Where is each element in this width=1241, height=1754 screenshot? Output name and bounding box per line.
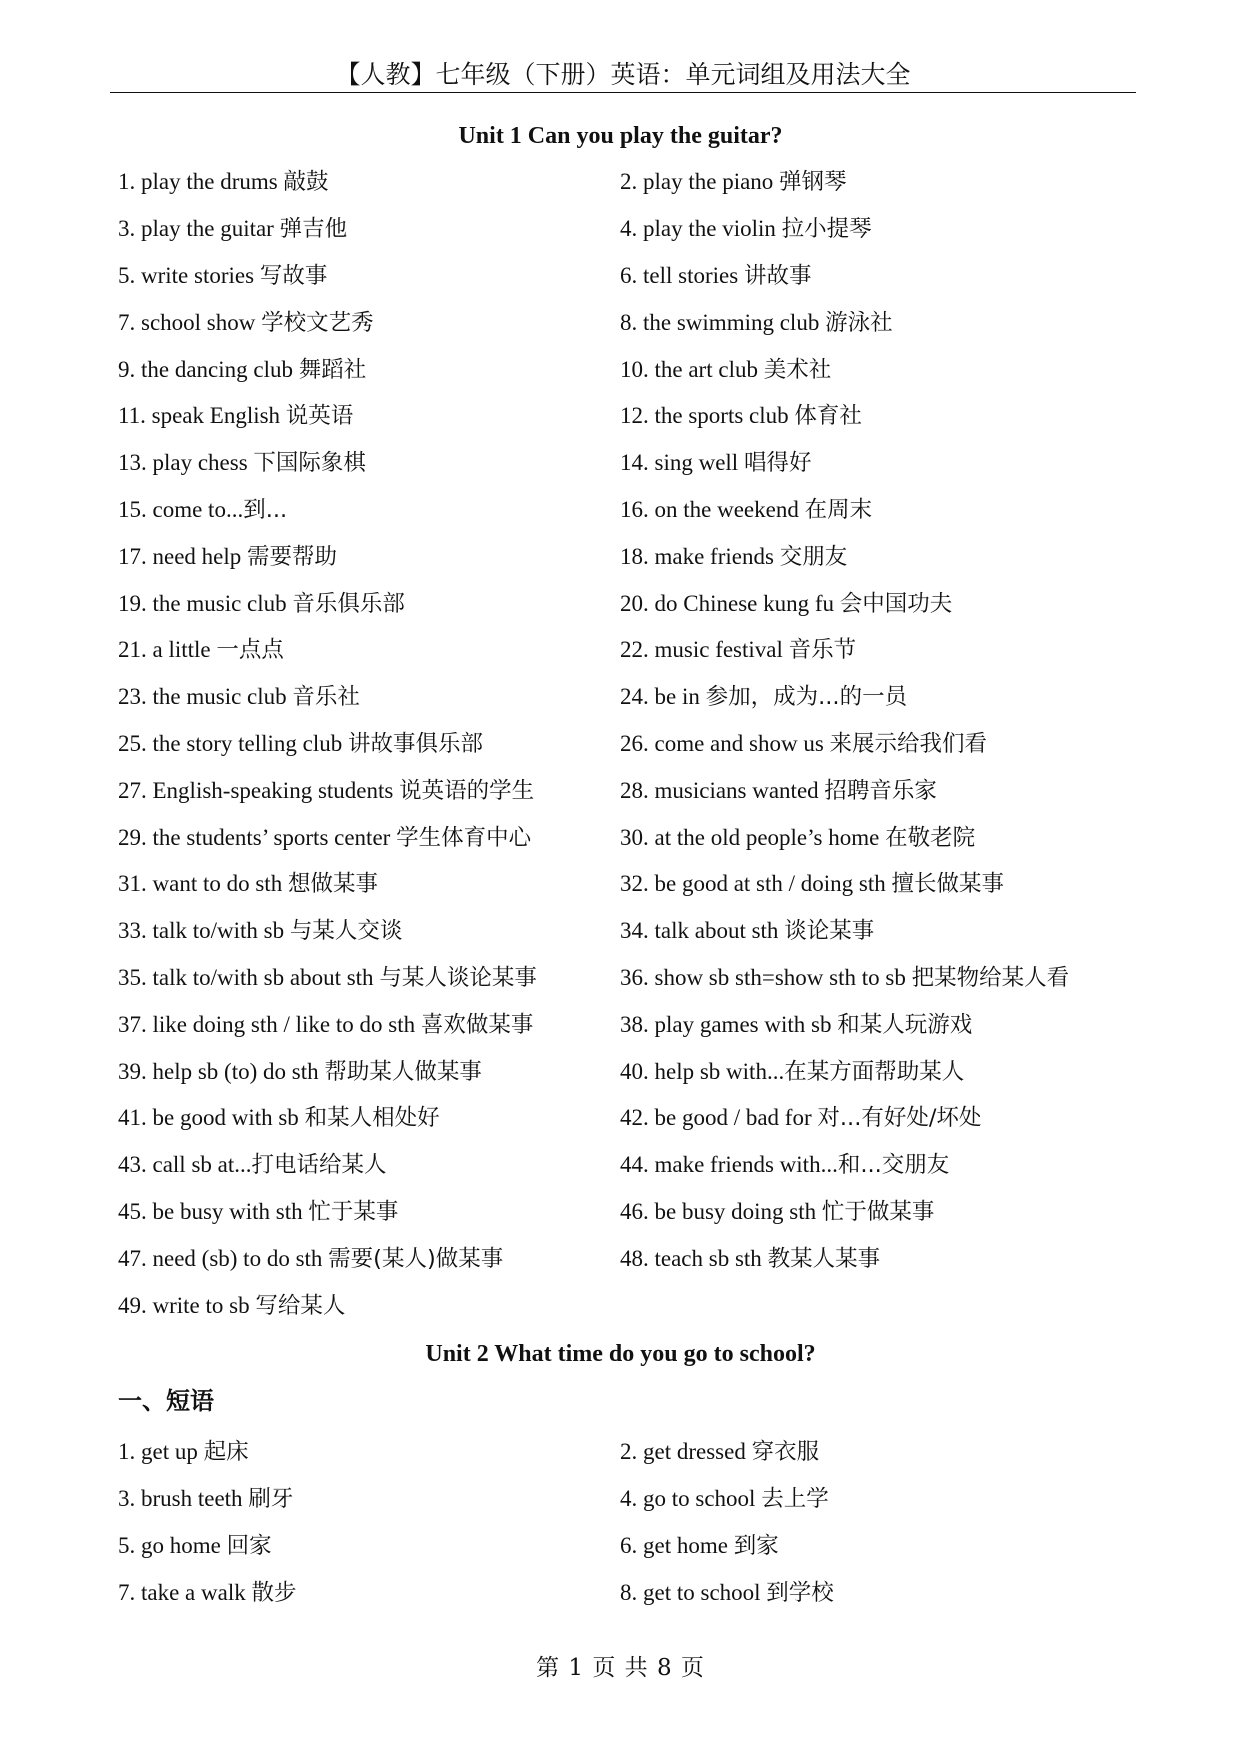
phrase-english: 18. make friends [620, 543, 780, 569]
phrase-item [118, 308, 620, 338]
phrase-english: 43. call sb at... [118, 1152, 252, 1178]
phrase-item [620, 495, 1138, 525]
phrase-item [118, 214, 620, 244]
phrase-item [118, 682, 620, 712]
phrase-chinese: 散步 [251, 1579, 297, 1606]
unit-2-title: Unit 2 What time do you go to school? [425, 1341, 816, 1367]
phrase-english: 29. the students’ sports center [118, 824, 397, 850]
phrase-english: 4. play the violin [620, 216, 782, 242]
phrase-english: 30. at the old people’s home [620, 824, 886, 850]
phrase-item [118, 1578, 620, 1608]
phrase-chinese: 来展示给我们看 [829, 730, 988, 757]
phrase-chinese: 擅长做某事 [891, 871, 1005, 898]
phrase-chinese: 穿衣服 [751, 1439, 820, 1466]
phrase-english: 3. play the guitar [118, 216, 280, 242]
phrase-chinese: 与某人谈论某事 [379, 964, 537, 991]
phrase-chinese: 和某人相处好 [304, 1105, 440, 1132]
phrase-english: 20. do Chinese kung fu [620, 590, 840, 616]
unit-1-phrase-list [118, 159, 1138, 1329]
phrase-chinese: 写给某人 [255, 1292, 346, 1319]
phrase-item [118, 167, 620, 197]
phrase-chinese: 体育社 [794, 403, 862, 430]
phrase-chinese: 忙于某事 [308, 1198, 399, 1225]
phrase-english: 7. take a walk [118, 1579, 252, 1605]
phrase-item [620, 1484, 1138, 1514]
phrase-item [118, 1531, 620, 1561]
phrase-chinese: 招聘音乐家 [824, 777, 937, 804]
phrase-chinese: 和...交朋友 [837, 1152, 950, 1179]
phrase-english: 8. get to school [620, 1579, 767, 1605]
phrase-english: 31. want to do sth [118, 871, 288, 897]
phrase-english: 32. be good at sth / doing sth [620, 871, 892, 897]
phrase-item [118, 916, 620, 946]
phrase-english: 47. need (sb) to do sth [118, 1245, 329, 1271]
phrase-item [620, 589, 1138, 619]
phrase-item [620, 1197, 1138, 1227]
phrase-item [118, 495, 620, 525]
phrase-english: 8. the swimming club [620, 309, 826, 335]
phrase-english: 25. the story telling club [118, 730, 348, 756]
phrase-item [118, 1291, 620, 1321]
phrase-english: 1. play the drums [118, 169, 284, 195]
phrase-english: 45. be busy with sth [118, 1198, 309, 1224]
phrase-chinese: 讲故事俱乐部 [347, 730, 483, 757]
phrase-chinese: 学生体育中心 [396, 824, 532, 851]
phrase-chinese: 拉小提琴 [781, 216, 872, 243]
phrase-item [620, 963, 1138, 993]
phrase-item [620, 261, 1138, 291]
phrase-item [620, 729, 1138, 759]
phrase-item [620, 167, 1138, 197]
phrase-english: 21. a little [118, 637, 217, 663]
phrase-item [118, 823, 620, 853]
phrase-item [118, 542, 620, 572]
phrase-english: 35. talk to/with sb about sth [118, 964, 380, 990]
phrase-item [620, 1057, 1138, 1087]
phrase-english: 6. tell stories [620, 262, 744, 288]
phrase-item [620, 448, 1138, 478]
phrase-english: 16. on the weekend [620, 496, 805, 522]
phrase-english: 28. musicians wanted [620, 777, 825, 803]
phrase-item [118, 1103, 620, 1133]
phrase-english: 5. write stories [118, 262, 260, 288]
phrase-chinese: 喜欢做某事 [420, 1011, 534, 1038]
phrase-item [118, 355, 620, 385]
phrase-chinese: 游泳社 [825, 309, 893, 336]
phrase-chinese: 美术社 [763, 356, 832, 383]
phrase-item [118, 261, 620, 291]
phrase-english: 49. write to sb [118, 1292, 256, 1318]
phrase-english: 15. come to... [118, 496, 244, 522]
phrase-chinese: 与某人交谈 [289, 918, 403, 945]
phrase-english: 9. the dancing club [118, 356, 299, 382]
phrase-item [118, 776, 620, 806]
phrase-english: 33. talk to/with sb [118, 918, 290, 944]
phrase-english: 13. play chess [118, 450, 254, 476]
phrase-chinese: 到学校 [766, 1579, 834, 1606]
phrase-chinese: 舞蹈社 [298, 356, 367, 383]
phrase-chinese: 在某方面帮助某人 [784, 1058, 965, 1085]
phrase-english: 22. music festival [620, 637, 789, 663]
phrase-chinese: 想做某事 [287, 871, 378, 898]
phrase-chinese: 音乐俱乐部 [292, 590, 405, 617]
page-header [110, 58, 1136, 93]
phrase-item [620, 401, 1138, 431]
phrase-english: 11. speak English [118, 403, 286, 429]
phrase-item [118, 1437, 620, 1467]
phrase-chinese: 起床 [203, 1439, 249, 1466]
phrase-english: 37. like doing sth / like to do sth [118, 1011, 421, 1037]
phrase-item [118, 589, 620, 619]
phrase-item [620, 1244, 1138, 1274]
phrase-item [620, 869, 1138, 899]
phrase-english: 48. teach sb sth [620, 1245, 768, 1271]
phrase-english: 4. go to school [620, 1486, 762, 1512]
phrase-chinese: 回家 [226, 1532, 272, 1559]
phrase-chinese: 音乐社 [292, 684, 360, 711]
phrase-english: 39. help sb (to) do sth [118, 1058, 325, 1084]
phrase-item [118, 1010, 620, 1040]
phrase-chinese: 讲故事 [743, 262, 812, 289]
phrase-english: 5. go home [118, 1532, 227, 1558]
page-number: 第 1 页 共 8 页 [536, 1655, 705, 1681]
phrase-english: 2. play the piano [620, 169, 780, 195]
phrase-chinese: 需要(某人)做某事 [328, 1245, 504, 1272]
phrase-chinese: 和某人玩游戏 [837, 1011, 973, 1038]
phrase-item [620, 542, 1138, 572]
phrase-english: 42. be good / bad for [620, 1105, 818, 1131]
phrase-item [620, 776, 1138, 806]
phrase-english: 41. be good with sb [118, 1105, 305, 1131]
phrase-english: 38. play games with sb [620, 1011, 838, 1037]
phrase-item [620, 1103, 1138, 1133]
phrase-item [118, 1244, 620, 1274]
phrase-english: 26. come and show us [620, 730, 830, 756]
phrase-chinese: 去上学 [761, 1486, 829, 1513]
phrase-item [620, 355, 1138, 385]
phrase-chinese: 到... [243, 496, 288, 523]
phrase-item [620, 682, 1138, 712]
document-title: 【人教】七年级（下册）英语：单元词组及用法大全 [335, 60, 911, 89]
phrase-english: 36. show sb sth=show sth to sb [620, 964, 912, 990]
phrase-english: 27. English-speaking students [118, 777, 400, 803]
phrase-chinese: 帮助某人做某事 [324, 1058, 482, 1085]
phrase-english: 23. the music club [118, 684, 293, 710]
phrase-item [620, 214, 1138, 244]
phrase-item [118, 869, 620, 899]
phrase-chinese: 说英语的学生 [399, 777, 535, 804]
phrase-chinese: 交朋友 [779, 543, 848, 570]
phrase-chinese: 在敬老院 [885, 824, 976, 851]
phrase-chinese: 刷牙 [248, 1486, 294, 1513]
phrase-item [620, 1010, 1138, 1040]
unit-2-phrase-list [118, 1429, 1138, 1616]
phrase-item [620, 1578, 1138, 1608]
phrase-item [620, 635, 1138, 665]
phrase-chinese: 唱得好 [743, 450, 812, 477]
phrase-item [118, 1484, 620, 1514]
phrase-english: 12. the sports club [620, 403, 795, 429]
phrase-item [118, 729, 620, 759]
phrase-item [620, 823, 1138, 853]
phrase-chinese: 教某人某事 [767, 1245, 881, 1272]
phrase-english: 7. school show [118, 309, 262, 335]
phrase-chinese: 说英语 [285, 403, 354, 430]
phrase-item [118, 1197, 620, 1227]
phrase-chinese: 需要帮助 [247, 543, 338, 570]
phrase-item [118, 401, 620, 431]
phrase-chinese: 敲鼓 [283, 169, 329, 196]
phrase-chinese: 把某物给某人看 [911, 964, 1070, 991]
phrase-english: 2. get dressed [620, 1439, 752, 1465]
phrase-chinese: 弹吉他 [279, 216, 348, 243]
phrase-chinese: 下国际象棋 [253, 450, 366, 477]
phrase-item [118, 448, 620, 478]
phrase-chinese: 一点点 [216, 637, 284, 664]
phrase-english: 6. get home [620, 1532, 734, 1558]
phrase-item [118, 635, 620, 665]
phrase-chinese: 音乐节 [788, 637, 857, 664]
phrase-chinese: 忙于做某事 [821, 1198, 935, 1225]
phrase-item [118, 963, 620, 993]
section-heading-phrases: 一、短语 [118, 1387, 214, 1415]
phrase-item [118, 1150, 620, 1180]
phrase-english: 46. be busy doing sth [620, 1198, 822, 1224]
phrase-english: 44. make friends with... [620, 1152, 838, 1178]
unit-1-title: Unit 1 Can you play the guitar? [458, 123, 783, 149]
phrase-chinese: 在周末 [804, 496, 873, 523]
phrase-item [118, 1057, 620, 1087]
phrase-chinese: 弹钢琴 [779, 169, 847, 196]
phrase-item [620, 1531, 1138, 1561]
phrase-chinese: 学校文艺秀 [261, 309, 374, 336]
phrase-english: 14. sing well [620, 450, 744, 476]
phrase-chinese: 对...有好处/坏处 [817, 1105, 982, 1132]
phrase-chinese: 参加，成为...的一员 [705, 684, 908, 711]
phrase-chinese: 打电话给某人 [251, 1152, 387, 1179]
phrase-item [620, 1150, 1138, 1180]
phrase-english: 1. get up [118, 1439, 204, 1465]
phrase-english: 24. be in [620, 684, 706, 710]
phrase-english: 40. help sb with... [620, 1058, 785, 1084]
phrase-english: 10. the art club [620, 356, 764, 382]
phrase-chinese: 到家 [733, 1532, 779, 1559]
phrase-item [620, 916, 1138, 946]
phrase-english: 3. brush teeth [118, 1486, 249, 1512]
phrase-english: 34. talk about sth [620, 918, 785, 944]
phrase-chinese: 会中国功夫 [839, 590, 953, 617]
phrase-item [620, 1437, 1138, 1467]
phrase-chinese: 写故事 [259, 262, 328, 289]
phrase-item [620, 308, 1138, 338]
phrase-english: 19. the music club [118, 590, 293, 616]
phrase-english: 17. need help [118, 543, 248, 569]
phrase-chinese: 谈论某事 [784, 918, 875, 945]
